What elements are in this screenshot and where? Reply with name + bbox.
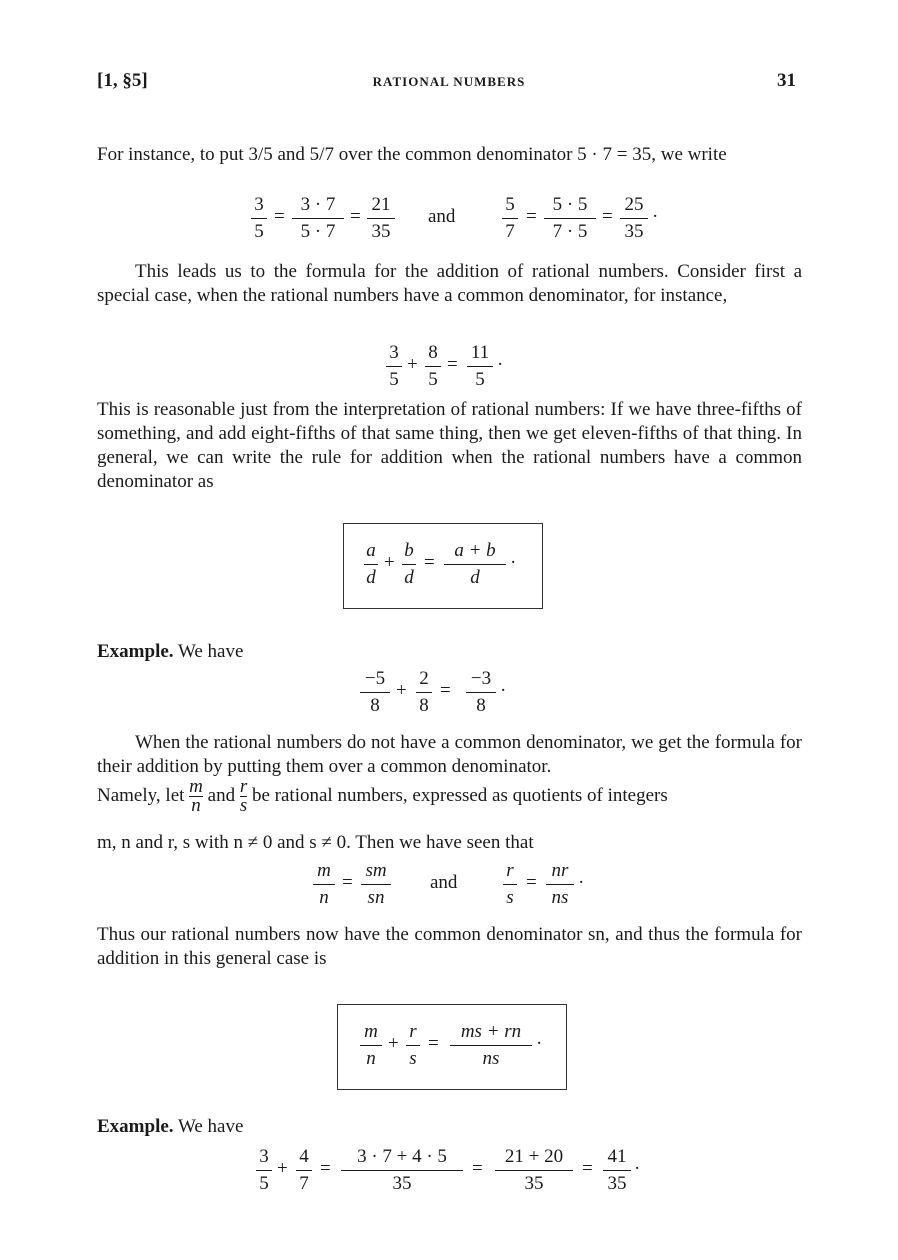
fraction: 25 35 — [620, 194, 648, 243]
fraction: 21 + 20 35 — [495, 1146, 573, 1195]
fraction: −5 8 — [360, 668, 390, 717]
fraction: 5 · 5 7 · 5 — [544, 194, 596, 243]
fraction: 3 · 7 5 · 7 — [292, 194, 344, 243]
boxed-formula-general: m n + r s = ms + rn ns · — [337, 1004, 567, 1090]
fraction: 21 35 — [367, 194, 395, 243]
fraction: 8 5 — [425, 342, 441, 391]
running-title: RATIONAL NUMBERS — [372, 74, 526, 89]
example-1: Example. We have — [97, 641, 244, 662]
paragraph-3: This is reasonable just from the interpretation of rational numbers: If we have three-fifths of something, and add eight-fifths of that same thing, then we get eleven-fifths of that thing. In general, we can write the rule for addition when the rational numbers have a common denominator as — [97, 399, 802, 492]
inline-fraction-m-n: $\frac{m}{n}$ — [189, 776, 203, 816]
fraction: 4 7 — [296, 1146, 312, 1195]
section-reference: [1, §5] — [97, 70, 148, 91]
fraction: 5 7 — [502, 194, 518, 243]
fraction: r s — [503, 860, 517, 909]
fraction: ms + rn ns — [450, 1021, 532, 1070]
inline-fraction-r-s: $\frac{r}{s}$ — [239, 776, 248, 816]
fraction: 3 5 — [386, 342, 402, 391]
example-2: Example. We have — [97, 1116, 244, 1137]
boxed-formula-common-denominator: a d + b d = a + b d · — [343, 523, 543, 609]
paragraph-4-namely: Namely, let $\frac{m}{n}$ and $\frac{r}{s}$ be rational numbers, expressed as quotients of integers — [97, 776, 668, 816]
fraction: a d — [364, 540, 378, 589]
paragraph-4-conditions: m, n and r, s with n ≠ 0 and s ≠ 0. Then we have seen that — [97, 832, 534, 853]
fraction: 3 5 — [256, 1146, 272, 1195]
fraction: m n — [360, 1021, 382, 1070]
fraction: 3 · 7 + 4 · 5 35 — [341, 1146, 463, 1195]
fraction: nr ns — [546, 860, 574, 909]
equation-same-denominator: 3 5 + 8 5 = 11 5 · — [0, 342, 898, 394]
equation-common-denominator: 3 5 = 3 · 7 5 · 7 = 21 35 and 5 7 = 5 · 5 7 · 5 = 25 35 · — [0, 194, 898, 246]
paragraph-5: Thus our rational numbers now have the common denominator sn, and thus the formula for addition in this general case is — [97, 924, 802, 969]
fraction: a + b d — [444, 540, 506, 589]
equation-example-2: 3 5 + 4 7 = 3 · 7 + 4 · 5 35 = 21 + 20 35 = 41 35 · — [0, 1146, 898, 1198]
equation-expansion: m n = sm sn and r s = nr ns · — [0, 860, 898, 912]
fraction: 2 8 — [416, 668, 432, 717]
page-number: 31 — [777, 70, 796, 91]
fraction: b d — [402, 540, 416, 589]
paragraph-1: For instance, to put 3/5 and 5/7 over the common denominator 5 · 7 = 35, we write — [97, 144, 727, 165]
fraction: 41 35 — [603, 1146, 631, 1195]
fraction: m n — [313, 860, 335, 909]
fraction: −3 8 — [466, 668, 496, 717]
fraction: sm sn — [361, 860, 391, 909]
paragraph-4: When the rational numbers do not have a common denominator, we get the formula for their addition by putting them over a common denominator. — [97, 732, 802, 777]
paragraph-2: This leads us to the formula for the addition of rational numbers. Consider first a special case, when the rational numbers have a common denominator, for instance, — [97, 261, 802, 306]
equation-example-1: −5 8 + 2 8 = −3 8 · — [0, 668, 898, 720]
fraction: r s — [406, 1021, 420, 1070]
fraction: 11 5 — [467, 342, 493, 391]
fraction: 3 5 — [251, 194, 267, 243]
